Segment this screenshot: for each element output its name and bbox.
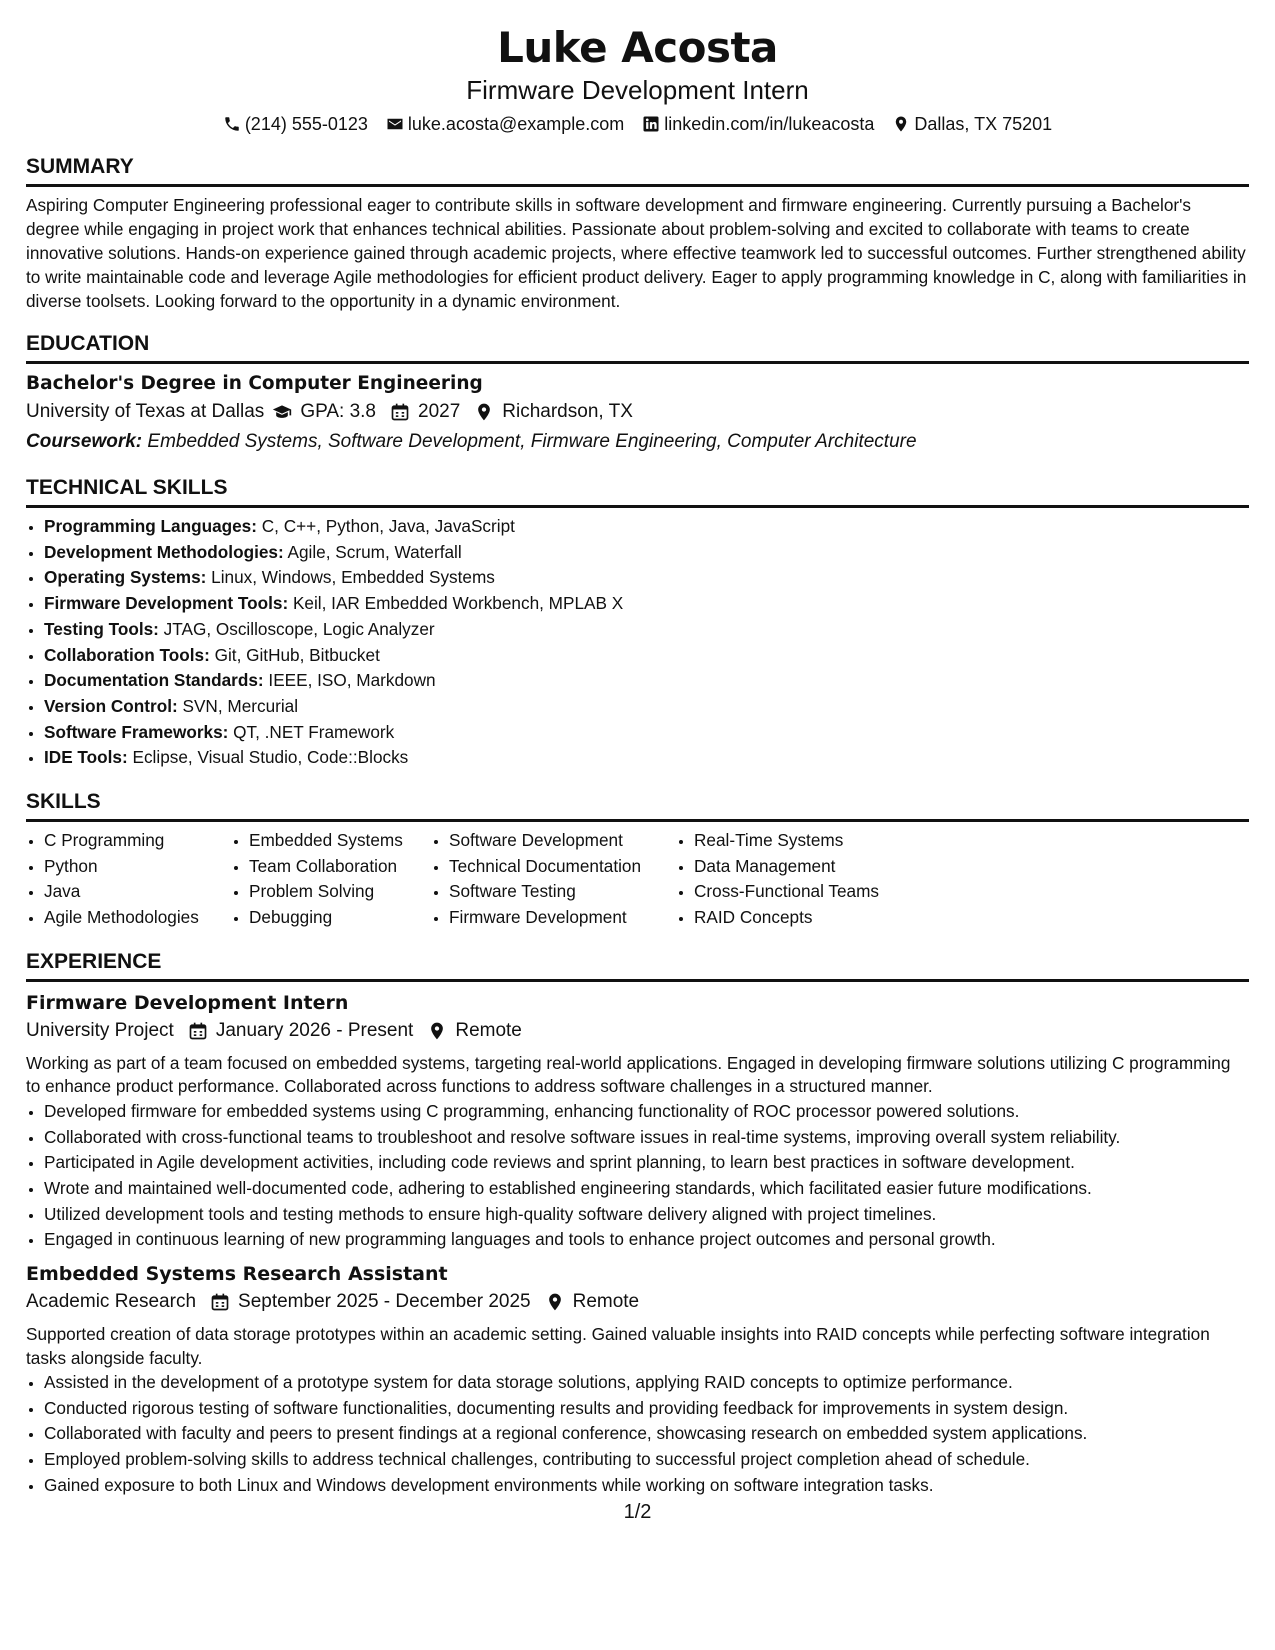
skills-grid	[26, 828, 1249, 931]
experience-section	[26, 949, 1249, 1499]
skill-category: Operating Systems:	[44, 567, 207, 588]
experience-heading: EXPERIENCE	[26, 949, 1249, 982]
job-description: Supported creation of data storage prototypes within an academic setting. Gained valuable insights into RAID concepts while perfecting software integration tasks alongside faculty.	[26, 1324, 1210, 1368]
calendar-icon	[210, 1292, 230, 1312]
skill-values: SVN, Mercurial	[182, 695, 299, 716]
education-heading: EDUCATION	[26, 331, 1249, 364]
summary-text: Aspiring Computer Engineering professional eager to contribute skills in software development and firmware engineering. Currently pursuing a Bachelor's degree while engaging in project work that enhances technical abilities. Passionate about problem-solving and excited to collaborate with teams to create innovative solutions. Hands-on experience gained through academic projects, where effective teamwork led to successful outcomes. Further strengthened ability to write maintainable code and leverage Agile methodologies for efficient product delivery. Eager to apply programming knowledge in C, along with familiarities in diverse toolsets. Looking forward to the opportunity in a dynamic environment.	[26, 195, 1247, 311]
job-meta	[26, 1016, 1249, 1046]
list-item: • Utilized development tools and testing methods to ensure high-quality software delivery aligned with project timelines.	[44, 1202, 1249, 1228]
list-item: • Debugging	[249, 905, 431, 931]
list-item	[44, 514, 1249, 540]
list-item: • Real-Time Systems	[694, 828, 934, 854]
list-item: • Problem Solving	[249, 879, 431, 905]
list-item: • Gained exposure to both Linux and Windows development environments while working on software integration tasks.	[44, 1473, 1249, 1499]
job-entry	[26, 1261, 1249, 1499]
skill-values: QT, .NET Framework	[233, 721, 395, 742]
list-item: • Participated in Agile development activities, including code reviews and sprint planning, to learn best practices in software development.	[44, 1150, 1249, 1176]
skills-column	[231, 828, 431, 931]
job-entry	[26, 990, 1249, 1253]
contact-phone[interactable]	[223, 112, 368, 136]
linkedin-text: linkedin.com/in/lukeacosta	[664, 114, 875, 134]
summary-section	[26, 154, 1249, 313]
graduation-cap-icon	[272, 402, 292, 422]
skill-values: C, C++, Python, Java, JavaScript	[261, 516, 515, 536]
technical-skills-section	[26, 475, 1249, 771]
page-number: 1/2	[623, 1501, 652, 1523]
coursework-line	[26, 427, 1249, 457]
skills-column	[431, 828, 676, 931]
coursework-list: Embedded Systems, Software Development, Firmware Engineering, Computer Architecture	[147, 431, 917, 452]
skill-category: Version Control:	[44, 695, 178, 716]
contact-email[interactable]	[386, 112, 624, 136]
job-bullets	[26, 1370, 1249, 1499]
list-item: • Java	[44, 879, 231, 905]
skill-values: Agile, Scrum, Waterfall	[287, 541, 462, 562]
list-item: • Cross-Functional Teams	[694, 879, 934, 905]
job-location: Remote	[572, 1291, 640, 1313]
list-item	[44, 668, 1249, 694]
skill-values: Eclipse, Visual Studio, Code::Blocks	[132, 747, 409, 768]
calendar-icon	[390, 402, 410, 422]
skill-category: Documentation Standards:	[44, 670, 264, 691]
summary-heading: SUMMARY	[26, 154, 1249, 187]
map-pin-icon	[892, 115, 910, 133]
job-meta	[26, 1287, 1249, 1317]
job-org: Academic Research	[26, 1291, 197, 1313]
gpa-text: GPA: 3.8	[300, 401, 376, 422]
list-item	[44, 745, 1249, 771]
list-item	[44, 694, 1249, 720]
skill-category: IDE Tools:	[44, 747, 128, 768]
degree-title: Bachelor's Degree in Computer Engineering	[26, 373, 483, 394]
education-section	[26, 331, 1249, 457]
job-dates: January 2026 - Present	[215, 1019, 414, 1041]
skill-category: Testing Tools:	[44, 618, 159, 639]
list-item	[44, 617, 1249, 643]
skills-column	[676, 828, 934, 931]
candidate-name: Luke Acosta	[497, 23, 778, 72]
list-item	[44, 643, 1249, 669]
job-title: Firmware Development Intern	[26, 991, 349, 1014]
skill-category: Programming Languages:	[44, 516, 257, 536]
education-location: Richardson, TX	[502, 401, 633, 422]
list-item: • Python	[44, 854, 231, 880]
list-item	[44, 720, 1249, 746]
list-item: • Wrote and maintained well-documented code, adhering to established engineering standards, which facilitated easier future modifications.	[44, 1176, 1249, 1202]
skill-values: Keil, IAR Embedded Workbench, MPLAB X	[292, 593, 624, 614]
contact-linkedin[interactable]	[642, 112, 874, 136]
job-bullets	[26, 1099, 1249, 1253]
list-item: • Embedded Systems	[249, 828, 431, 854]
list-item: • Software Development	[449, 828, 676, 854]
list-item: • Software Testing	[449, 879, 676, 905]
coursework-label: Coursework:	[26, 431, 143, 452]
email-text: luke.acosta@example.com	[407, 114, 625, 134]
education-meta	[26, 397, 1249, 427]
list-item: • C Programming	[44, 828, 231, 854]
skills-section	[26, 789, 1249, 931]
list-item: • Technical Documentation	[449, 854, 676, 880]
list-item: • Agile Methodologies	[44, 905, 231, 931]
phone-icon	[223, 115, 241, 133]
skill-category: Firmware Development Tools:	[44, 593, 289, 614]
list-item	[44, 565, 1249, 591]
skill-values: Linux, Windows, Embedded Systems	[211, 567, 495, 588]
job-description: Working as part of a team focused on embedded systems, targeting real-world applications. Engaged in developing firmware solutions utilizing C programming to enhance product performance. Collaborated across functions to address software challenges in a structured manner.	[26, 1052, 1231, 1097]
skill-category: Development Methodologies:	[44, 541, 284, 562]
list-item: • Firmware Development	[449, 905, 676, 931]
list-item: • Data Management	[694, 854, 934, 880]
location-text: Dallas, TX 75201	[914, 114, 1053, 134]
list-item: • Collaborated with cross-functional teams to troubleshoot and resolve software issues in real-time systems, improving overall system reliability.	[44, 1125, 1249, 1151]
list-item: • Collaborated with faculty and peers to present findings at a regional conference, showcasing research on embedded system applications.	[44, 1421, 1249, 1447]
skill-values: IEEE, ISO, Markdown	[268, 670, 436, 691]
graduation-year: 2027	[418, 401, 461, 422]
skill-category: Software Frameworks:	[44, 721, 229, 742]
job-org: University Project	[26, 1019, 174, 1041]
technical-skills-heading: TECHNICAL SKILLS	[26, 475, 1249, 508]
skill-category: Collaboration Tools:	[44, 644, 210, 665]
candidate-role: Firmware Development Intern	[466, 75, 809, 105]
list-item: • Developed firmware for embedded systems using C programming, enhancing functionality of ROC processor powered solutions.	[44, 1099, 1249, 1125]
list-item: • Team Collaboration	[249, 854, 431, 880]
list-item: • Conducted rigorous testing of software functionalities, documenting results and providing feedback for improvements in system design.	[44, 1396, 1249, 1422]
job-title: Embedded Systems Research Assistant	[26, 1263, 448, 1286]
technical-skills-list	[26, 514, 1249, 771]
calendar-icon	[188, 1021, 208, 1041]
linkedin-icon	[642, 115, 660, 133]
list-item: • Assisted in the development of a prototype system for data storage solutions, applying RAID concepts to optimize performance.	[44, 1370, 1249, 1396]
skill-values: Git, GitHub, Bitbucket	[214, 644, 380, 665]
map-pin-icon	[427, 1021, 447, 1041]
skills-heading: SKILLS	[26, 789, 1249, 822]
job-dates: September 2025 - December 2025	[238, 1291, 531, 1313]
contact-location	[892, 112, 1052, 136]
list-item: • Employed problem-solving skills to address technical challenges, contributing to successful project completion ahead of schedule.	[44, 1447, 1249, 1473]
list-item	[44, 591, 1249, 617]
school-name: University of Texas at Dallas	[26, 401, 265, 422]
job-location: Remote	[455, 1019, 522, 1041]
contact-bar	[26, 112, 1249, 136]
phone-text: (214) 555-0123	[244, 114, 368, 134]
skill-values: JTAG, Oscilloscope, Logic Analyzer	[163, 618, 435, 639]
list-item: • RAID Concepts	[694, 905, 934, 931]
envelope-icon	[386, 115, 404, 133]
list-item: • Engaged in continuous learning of new programming languages and tools to enhance project outcomes and personal growth.	[44, 1227, 1249, 1253]
skills-column	[26, 828, 231, 931]
list-item	[44, 540, 1249, 566]
map-pin-icon	[545, 1292, 565, 1312]
map-pin-icon	[474, 402, 494, 422]
